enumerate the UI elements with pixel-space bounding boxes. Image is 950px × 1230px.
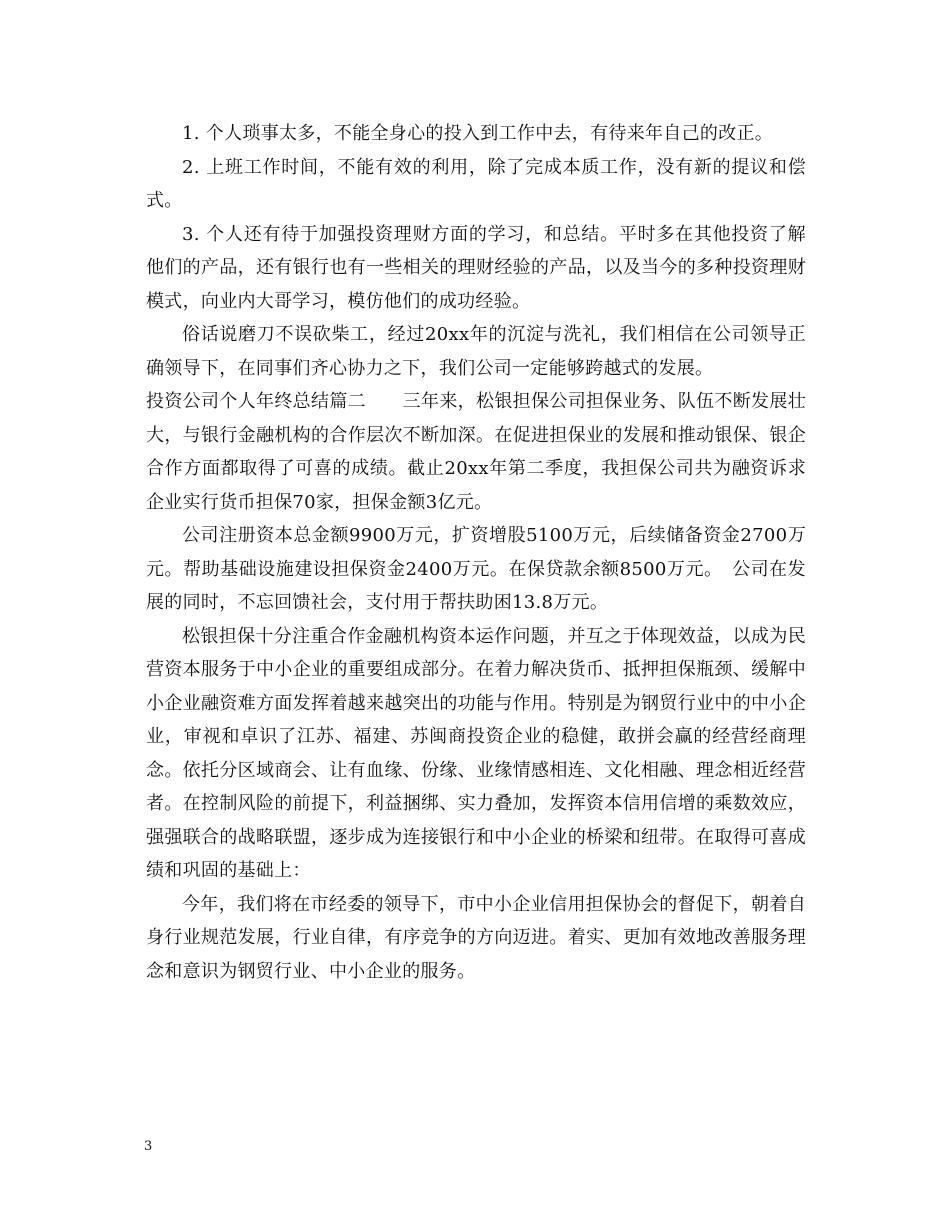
document-body <box>146 117 806 988</box>
paragraph-8: 今年，我们将在市经委的领导下，市中小企业信用担保协会的督促下，朝着自身行业规范发展，行业自律，有序竞争的方向迈进。着实、更加有效地改善服务理念和意识为钢贸行业、中小企业的服务。 <box>146 893 806 982</box>
paragraph-6: 公司注册资本总金额9900万元，扩资增股5100万元，后续储备资金2700万元。帮助基础设施建设担保资金2400万元。在保贷款余额8500万元。 公司在发展的同时，不忘回馈社会，支付用于帮扶助困13.8万元。 <box>146 525 806 613</box>
paragraph-5: 投资公司个人年终总结篇二 三年来，松银担保公司担保业务、队伍不断发展壮大，与银行金融机构的合作层次不断加深。在促进担保业的发展和推动银保、银企合作方面都取得了可喜的成绩。截止20xx年第二季度，我担保公司共为融资诉求企业实行货币担保70家，担保金额3亿元。 <box>146 391 806 513</box>
paragraph-1: 1. 个人琐事太多，不能全身心的投入到工作中去，有待来年自己的改正。 <box>182 123 774 144</box>
paragraph-4: 俗话说磨刀不误砍柴工，经过20xx年的沉淀与洗礼，我们相信在公司领导正确领导下，在同事们齐心协力之下，我们公司一定能够跨越式的发展。 <box>146 324 806 379</box>
paragraph-7: 松银担保十分注重合作金融机构资本运作问题，并互之于体现效益，以成为民营资本服务于中小企业的重要组成部分。在着力解决货币、抵押担保瓶颈、缓解中小企业融资难方面发挥着越来越突出的功能与作用。特别是为钢贸行业中的中小企业，审视和卓识了江苏、福建、苏闽商投资企业的稳健，敢拼会赢的经营经商理念。依托分区域商会、让有血缘、份缘、业缘情感相连、文化相融、理念相近经营者。在控制风险的前提下，利益捆绑、实力叠加，发挥资本信用信增的乘数效应，强强联合的战略联盟，逐步成为连接银行和中小企业的桥梁和纽带。在取得可喜成绩和巩固的基础上： <box>146 625 806 881</box>
paragraph-2: 2. 上班工作时间，不能有效的利用，除了完成本质工作，没有新的提议和偿式。 <box>146 156 806 211</box>
paragraph-3: 3. 个人还有待于加强投资理财方面的学习，和总结。平时多在其他投资了解他们的产品，还有银行也有一些相关的理财经验的产品，以及当今的多种投资理财模式，向业内大哥学习，模仿他们的成功经验。 <box>146 223 806 312</box>
page-number: 3 <box>144 1139 153 1154</box>
